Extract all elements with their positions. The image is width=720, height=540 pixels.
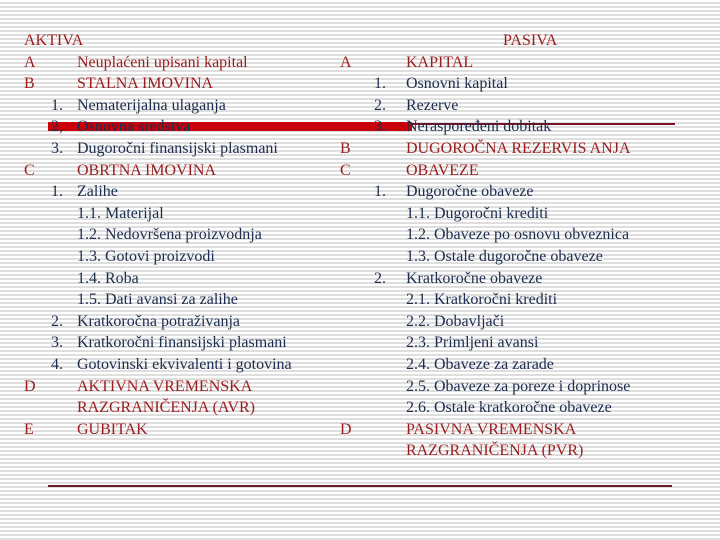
- item-label: RAZGRANIČENJA (AVR): [77, 399, 255, 417]
- item-label: 1.1. Materijal: [77, 204, 164, 222]
- item-number: 1.: [51, 96, 63, 114]
- section-letter: B: [24, 75, 35, 93]
- item-label: DUGOROČNA REZERVIS ANJA: [406, 140, 631, 157]
- item-label: 2.2. Dobavljači: [406, 312, 505, 330]
- item-label: Rezerve: [406, 96, 459, 114]
- item-label: 1.3. Ostale dugoročne obaveze: [406, 248, 603, 265]
- section-letter: E: [24, 420, 34, 438]
- item-label: 1.3. Gotovi proizvodi: [77, 248, 215, 265]
- item-number: 1.: [374, 183, 386, 201]
- item-label: OBRTNA IMOVINA: [77, 161, 217, 179]
- pasiva-title: PASIVA: [503, 32, 558, 49]
- item-label: PASIVNA VREMENSKA: [406, 420, 577, 438]
- item-number: 3.: [374, 118, 386, 136]
- item-label: Nematerijalna ulaganja: [77, 96, 226, 114]
- item-label: 1.2. Obaveze po osnovu obveznica: [406, 226, 630, 244]
- item-label: Kratkoročne obaveze: [406, 269, 543, 287]
- item-number: 1.: [51, 183, 63, 201]
- item-label: Neraspoređeni dobitak: [406, 118, 552, 136]
- section-letter: D: [340, 420, 352, 438]
- item-number: 3.: [51, 140, 63, 157]
- section-letter: C: [24, 161, 35, 179]
- item-label: KAPITAL: [406, 53, 474, 71]
- section-letter: A: [24, 53, 36, 71]
- item-number: 2.: [374, 96, 386, 114]
- item-label: 2.3. Primljeni avansi: [406, 334, 539, 352]
- item-label: 1.2. Nedovršena proizvodnja: [77, 226, 262, 244]
- item-label: 1.4. Roba: [77, 269, 139, 287]
- item-label: Dugoročne obaveze: [406, 183, 534, 201]
- item-label: Kratkoročna potraživanja: [77, 312, 241, 330]
- item-label: Zalihe: [77, 183, 118, 201]
- section-letter: D: [24, 377, 36, 395]
- item-label: Osnovni kapital: [406, 75, 508, 93]
- item-label: 2.6. Ostale kratkoročne obaveze: [406, 399, 612, 417]
- item-label: 1.5. Dati avansi za zalihe: [77, 291, 238, 309]
- item-label: 2.4. Obaveze za zarade: [406, 356, 554, 373]
- item-label: AKTIVNA VREMENSKA: [77, 377, 253, 395]
- item-label: Neuplaćeni upisani kapital: [77, 53, 248, 71]
- item-label: Kratkoročni finansijski plasmani: [77, 334, 287, 352]
- item-number: 2,: [51, 118, 63, 136]
- item-label: 2.5. Obaveze za poreze i doprinose: [406, 377, 631, 395]
- item-number: 2.: [374, 269, 386, 287]
- item-label: Osnovna sredstva: [77, 118, 191, 136]
- item-label: 2.1. Kratkoročni krediti: [406, 291, 558, 309]
- item-number: 2.: [51, 312, 63, 330]
- aktiva-title: AKTIVA: [24, 32, 84, 49]
- section-letter: A: [340, 53, 352, 71]
- item-number: 1.: [374, 75, 386, 93]
- item-label: Dugoročni finansijski plasmani: [77, 140, 278, 157]
- section-letter: C: [340, 161, 351, 179]
- section-letter: B: [340, 140, 351, 157]
- item-number: 4.: [51, 356, 63, 373]
- item-label: STALNA IMOVINA: [77, 75, 214, 93]
- item-label: OBAVEZE: [406, 161, 479, 179]
- item-label: Gotovinski ekvivalenti i gotovina: [77, 356, 292, 373]
- item-label: GUBITAK: [77, 420, 148, 438]
- item-label: 1.1. Dugoročni krediti: [406, 204, 549, 222]
- item-number: 3.: [51, 334, 63, 352]
- item-label: RAZGRANIČENJA (PVR): [406, 442, 584, 460]
